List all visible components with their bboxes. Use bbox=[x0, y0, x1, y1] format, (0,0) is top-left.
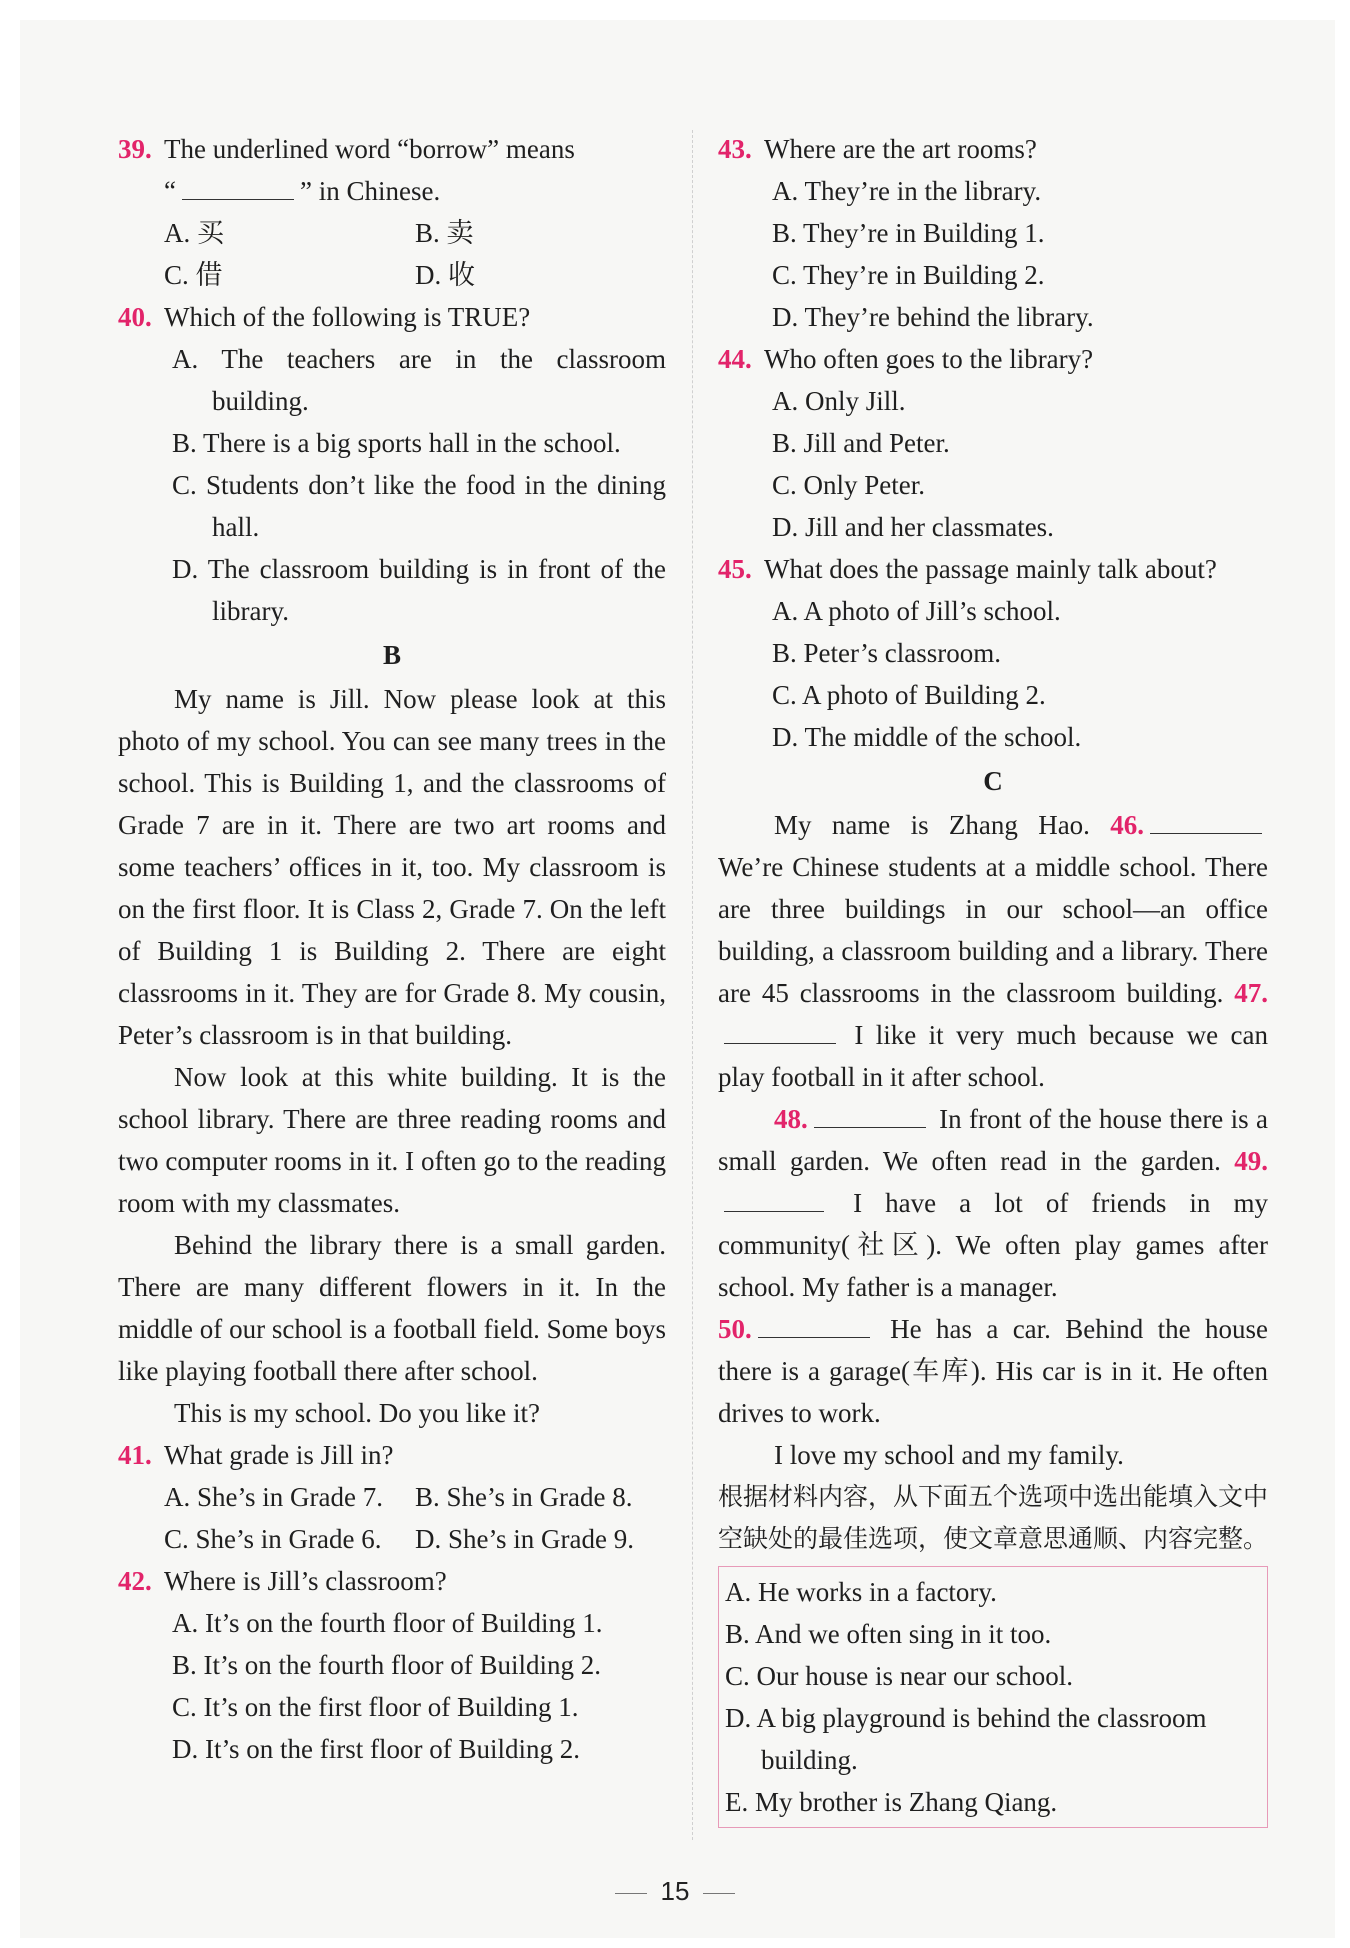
option-b[interactable]: B. She’s in Grade 8. bbox=[415, 1482, 633, 1512]
choice-b[interactable]: B. And we often sing in it too. bbox=[725, 1619, 1052, 1649]
blank-number-50: 50. bbox=[718, 1314, 752, 1344]
question-44: 44. Who often goes to the library? bbox=[718, 344, 1094, 374]
page-number: 15 bbox=[660, 1876, 690, 1906]
option-c[interactable]: C. It’s on the first floor of Building 1. bbox=[172, 1692, 579, 1722]
option-c[interactable]: C. She’s in Grade 6. bbox=[164, 1524, 382, 1554]
question-45: 45. What does the passage mainly talk about? bbox=[718, 554, 1217, 584]
option-d[interactable]: D. She’s in Grade 9. bbox=[415, 1524, 634, 1554]
option-a[interactable]: A. 买 bbox=[164, 218, 224, 248]
answer-blank-48[interactable] bbox=[814, 1105, 926, 1128]
option-d[interactable]: D. Jill and her classmates. bbox=[772, 512, 1054, 542]
option-c[interactable]: C. Students don’t like the food in the dining hall. bbox=[172, 470, 666, 542]
option-d[interactable]: D. It’s on the first floor of Building 2. bbox=[172, 1734, 580, 1764]
option-d[interactable]: D. The middle of the school. bbox=[772, 722, 1082, 752]
blank-number-48: 48. bbox=[774, 1104, 808, 1134]
option-a[interactable]: A. They’re in the library. bbox=[772, 176, 1042, 206]
option-c[interactable]: C. They’re in Building 2. bbox=[772, 260, 1045, 290]
question-41: 41. What grade is Jill in? bbox=[118, 1440, 394, 1470]
choice-d[interactable]: D. A big playground is behind the classroom building. bbox=[725, 1703, 1207, 1775]
question-43: 43. Where are the art rooms? bbox=[718, 134, 1037, 164]
question-39: 39. The underlined word “borrow” means “ ” in Chinese. bbox=[118, 134, 575, 206]
blank-number-46: 46. bbox=[1110, 810, 1144, 840]
option-a[interactable]: A. A photo of Jill’s school. bbox=[772, 596, 1061, 626]
choices-box bbox=[718, 1566, 1268, 1828]
column-divider bbox=[692, 130, 693, 1840]
option-b[interactable]: B. There is a big sports hall in the school. bbox=[172, 428, 621, 458]
footer-dash bbox=[615, 1893, 647, 1894]
choice-a[interactable]: A. He works in a factory. bbox=[725, 1577, 997, 1607]
option-b[interactable]: B. It’s on the fourth floor of Building 2. bbox=[172, 1650, 601, 1680]
option-a[interactable]: A. Only Jill. bbox=[772, 386, 906, 416]
option-d[interactable]: D. 收 bbox=[415, 260, 475, 290]
question-40: 40. Which of the following is TRUE? bbox=[118, 302, 531, 332]
answer-blank-46[interactable] bbox=[1150, 811, 1262, 834]
option-b[interactable]: B. They’re in Building 1. bbox=[772, 218, 1045, 248]
option-d[interactable]: D. They’re behind the library. bbox=[772, 302, 1094, 332]
answer-blank-50[interactable] bbox=[758, 1315, 870, 1338]
section-heading-b: B bbox=[382, 640, 401, 670]
choice-c[interactable]: C. Our house is near our school. bbox=[725, 1661, 1073, 1691]
blank-number-47: 47. bbox=[1234, 978, 1268, 1008]
left-column bbox=[118, 128, 666, 1770]
options-39-row1 bbox=[118, 212, 666, 254]
passage-paragraph: 48. In front of the house there is a small garden. We often read in the garden. 49. I have a lot of friends in my community(社区). We often play games after school. My father is a manager. bbox=[718, 1104, 1269, 1302]
option-c[interactable]: C. Only Peter. bbox=[772, 470, 925, 500]
section-heading-c: C bbox=[983, 766, 1003, 796]
answer-blank-47[interactable] bbox=[724, 1021, 836, 1044]
option-d[interactable]: D. The classroom building is in front of the library. bbox=[172, 554, 666, 626]
option-a[interactable]: A. It’s on the fourth floor of Building 1. bbox=[172, 1608, 603, 1638]
passage-paragraph: Now look at this white building. It is the school library. There are three reading rooms and two computer rooms in it. I often go to the reading room with my classmates. bbox=[118, 1062, 666, 1218]
options-41-row1 bbox=[118, 1476, 666, 1518]
option-a[interactable]: A. She’s in Grade 7. bbox=[164, 1482, 383, 1512]
options-39-row2 bbox=[118, 254, 666, 296]
option-b[interactable]: B. 卖 bbox=[415, 218, 474, 248]
option-a[interactable]: A. The teachers are in the classroom building. bbox=[172, 344, 666, 416]
option-c[interactable]: C. 借 bbox=[164, 260, 223, 290]
passage-paragraph: My name is Jill. Now please look at this photo of my school. You can see many trees in the school. This is Building 1, and the classrooms of Grade 7 are in it. There are two art rooms and some teachers’ offices in it, too. My classroom is on the first floor. It is Class 2, Grade 7. On the left of Building 1 is Building 2. There are eight classrooms in it. They are for Grade 8. My cousin, Peter’s classroom is in that building. bbox=[118, 684, 666, 1050]
passage-paragraph: Behind the library there is a small garden. There are many different flowers in it. In the middle of our school is a football field. Some boys like playing football there after school. bbox=[118, 1230, 666, 1386]
instruction-text: 根据材料内容，从下面五个选项中选出能填入文中空缺处的最佳选项，使文章意思通顺、内容完整。 bbox=[718, 1482, 1269, 1553]
passage-paragraph: 50. He has a car. Behind the house there is a garage(车库). His car is in it. He often drives to work. bbox=[718, 1314, 1268, 1428]
footer-dash bbox=[703, 1893, 735, 1894]
passage-paragraph: I love my school and my family. bbox=[774, 1440, 1124, 1470]
answer-blank[interactable] bbox=[182, 177, 294, 200]
option-b[interactable]: B. Jill and Peter. bbox=[772, 428, 950, 458]
answer-blank-49[interactable] bbox=[724, 1189, 824, 1212]
blank-number-49: 49. bbox=[1234, 1146, 1269, 1176]
passage-paragraph: This is my school. Do you like it? bbox=[174, 1398, 540, 1428]
choice-e[interactable]: E. My brother is Zhang Qiang. bbox=[725, 1787, 1058, 1817]
page-footer bbox=[0, 1876, 1350, 1907]
right-column bbox=[718, 128, 1268, 1828]
question-42: 42. Where is Jill’s classroom? bbox=[118, 1566, 447, 1596]
options-41-row2 bbox=[118, 1518, 666, 1560]
option-b[interactable]: B. Peter’s classroom. bbox=[772, 638, 1001, 668]
option-c[interactable]: C. A photo of Building 2. bbox=[772, 680, 1046, 710]
passage-paragraph: My name is Zhang Hao. 46. We’re Chinese students at a middle school. There are three buildings in our school—an office building, a classroom building and a library. There are 45 classrooms in the classroom building. 47. I like it very much because we can play football in it after school. bbox=[718, 810, 1269, 1092]
